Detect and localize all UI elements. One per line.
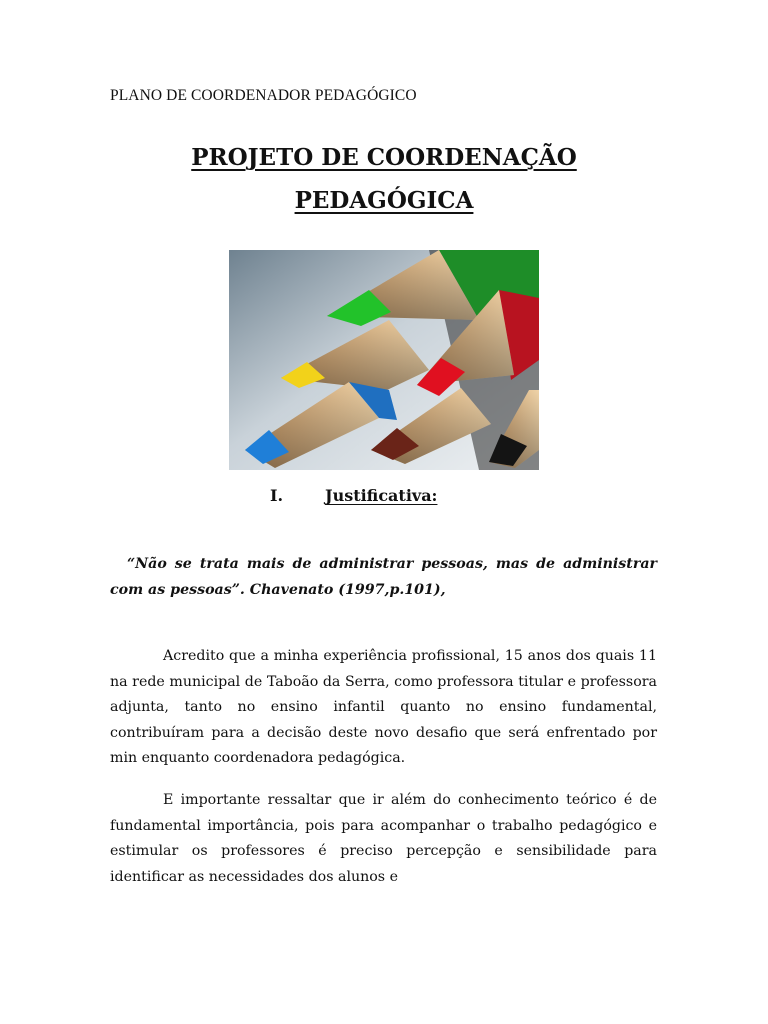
- document-title: [0, 136, 768, 222]
- section-heading: [270, 486, 437, 505]
- colored-pencils-icon: [229, 250, 539, 470]
- colored-pencils-image: [229, 250, 539, 470]
- document-header: PLANO DE COORDENADOR PEDAGÓGICO: [110, 87, 417, 104]
- body-paragraph-2: E importante ressaltar que ir além do conhecimento teórico é de fundamental importância, pois para acompanhar o trabalho pedagógico e estimular os professores é preciso percepção e sensibilidade para identificar as necessidades dos alunos e: [110, 792, 657, 885]
- epigraph-quote: “Não se trata mais de administrar pessoas, mas de administrar com as pessoas”. Chavenato (1997,p.101),: [110, 556, 657, 598]
- section-label: Justificativa:: [325, 486, 438, 505]
- body-paragraph-1: Acredito que a minha experiência profissional, 15 anos dos quais 11 na rede municipal de Taboão da Serra, como professora titular e professora adjunta, tanto no ensino infantil quanto no ensino fundamental, contribuíram para a decisão deste novo desafio que será enfrentado por min enquanto coordenadora pedagógica.: [110, 648, 657, 767]
- title-line-1: PROJETO DE COORDENAÇÃO: [191, 144, 577, 171]
- section-number: I.: [270, 486, 284, 505]
- title-line-2: PEDAGÓGICA: [294, 187, 474, 214]
